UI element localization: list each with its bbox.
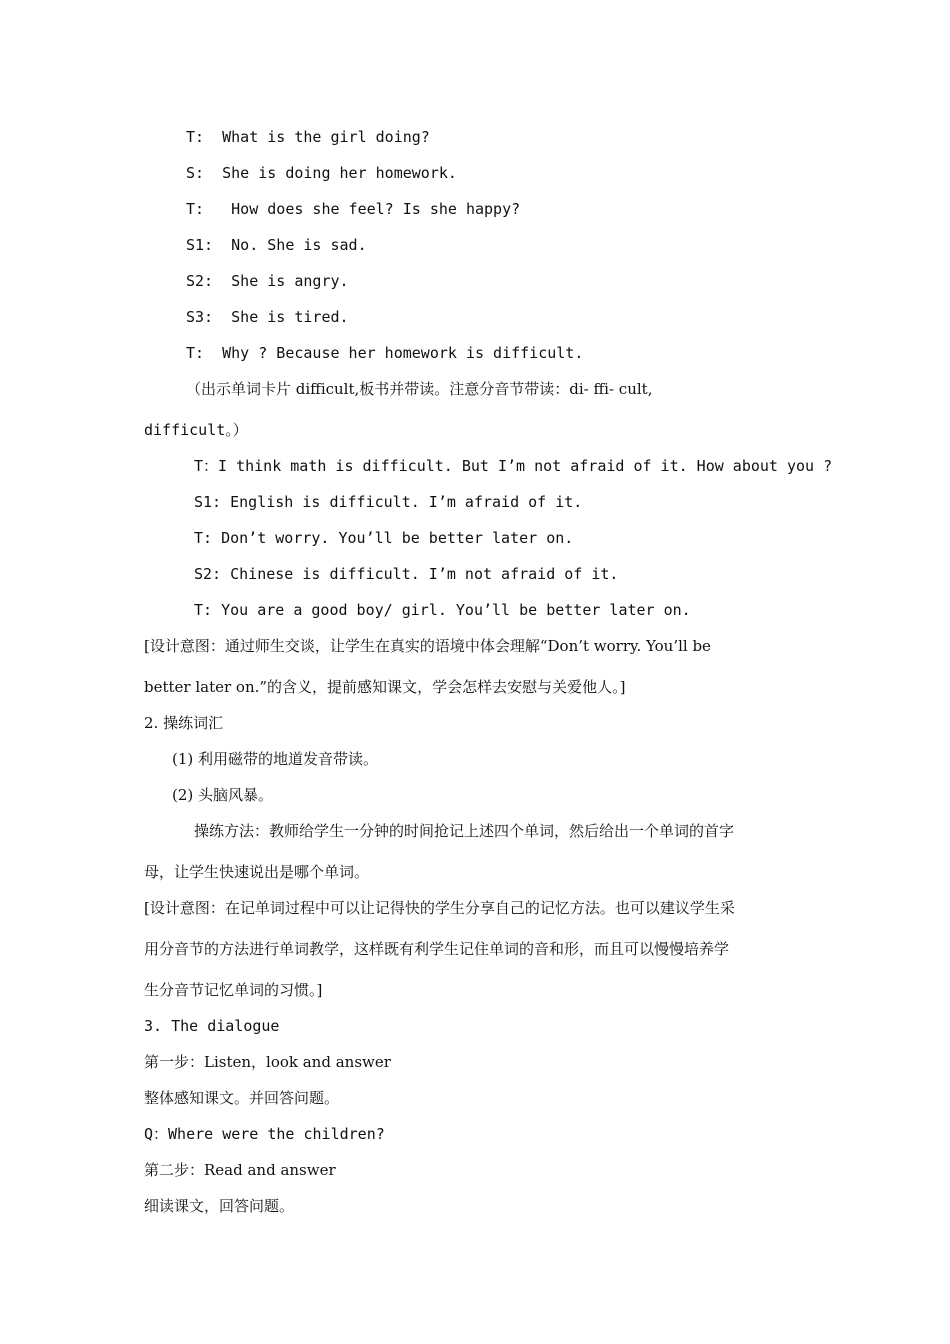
design-intent-note-continued: 生分音节记忆单词的习惯。] bbox=[144, 981, 323, 999]
design-intent-note: [设计意图：通过师生交谈，让学生在真实的语境中体会理解“Don’t worry. You’ll be bbox=[144, 637, 711, 655]
dialogue-line: T: Don’t worry. You’ll be better later on. bbox=[194, 529, 574, 547]
design-intent-note: [设计意图：在记单词过程中可以让记得快的学生分享自己的记忆方法。也可以建议学生采 bbox=[144, 899, 735, 917]
dialogue-line: T: You are a good boy/ girl. You’ll be better later on. bbox=[194, 601, 691, 619]
step-description: 细读课文，回答问题。 bbox=[144, 1197, 295, 1215]
instruction-note: （出示单词卡片 difficult,板书并带读。注意分音节带读：di- ffi- cult, bbox=[186, 380, 653, 398]
method-paragraph-continued: 母，让学生快速说出是哪个单词。 bbox=[144, 863, 370, 881]
instruction-note-continued: difficult。） bbox=[144, 421, 248, 439]
dialogue-line: T: Why ? Because her homework is difficult. bbox=[186, 344, 584, 362]
dialogue-line: S2: Chinese is difficult. I’m not afraid of it. bbox=[194, 565, 619, 583]
step-description: 整体感知课文。并回答问题。 bbox=[144, 1089, 340, 1107]
question-line: Q：Where were the children? bbox=[144, 1125, 385, 1143]
dialogue-line: T：I think math is difficult. But I’m not afraid of it. How about you ? bbox=[194, 457, 833, 475]
dialogue-line: S1: English is difficult. I’m afraid of it. bbox=[194, 493, 583, 511]
dialogue-line: S: She is doing her homework. bbox=[186, 164, 457, 182]
design-intent-note-continued: better later on.”的含义，提前感知课文，学会怎样去安慰与关爱他人。] bbox=[144, 678, 626, 696]
design-intent-note-continued: 用分音节的方法进行单词教学，这样既有利学生记住单词的音和形，而且可以慢慢培养学 bbox=[144, 940, 730, 958]
dialogue-line: T: How does she feel? Is she happy? bbox=[186, 200, 521, 218]
list-item: (1) 利用磁带的地道发音带读。 bbox=[172, 750, 379, 768]
method-paragraph: 操练方法：教师给学生一分钟的时间抢记上述四个单词，然后给出一个单词的首字 bbox=[194, 822, 735, 840]
step-heading: 第二步：Read and answer bbox=[144, 1161, 336, 1179]
dialogue-line: T: What is the girl doing? bbox=[186, 128, 430, 146]
section-heading: 2. 操练词汇 bbox=[144, 714, 224, 732]
section-heading: 3. The dialogue bbox=[144, 1017, 280, 1035]
dialogue-line: S2: She is angry. bbox=[186, 272, 349, 290]
list-item: (2) 头脑风暴。 bbox=[172, 786, 274, 804]
step-heading: 第一步：Listen，look and answer bbox=[144, 1053, 391, 1071]
dialogue-line: S1: No. She is sad. bbox=[186, 236, 367, 254]
dialogue-line: S3: She is tired. bbox=[186, 308, 349, 326]
